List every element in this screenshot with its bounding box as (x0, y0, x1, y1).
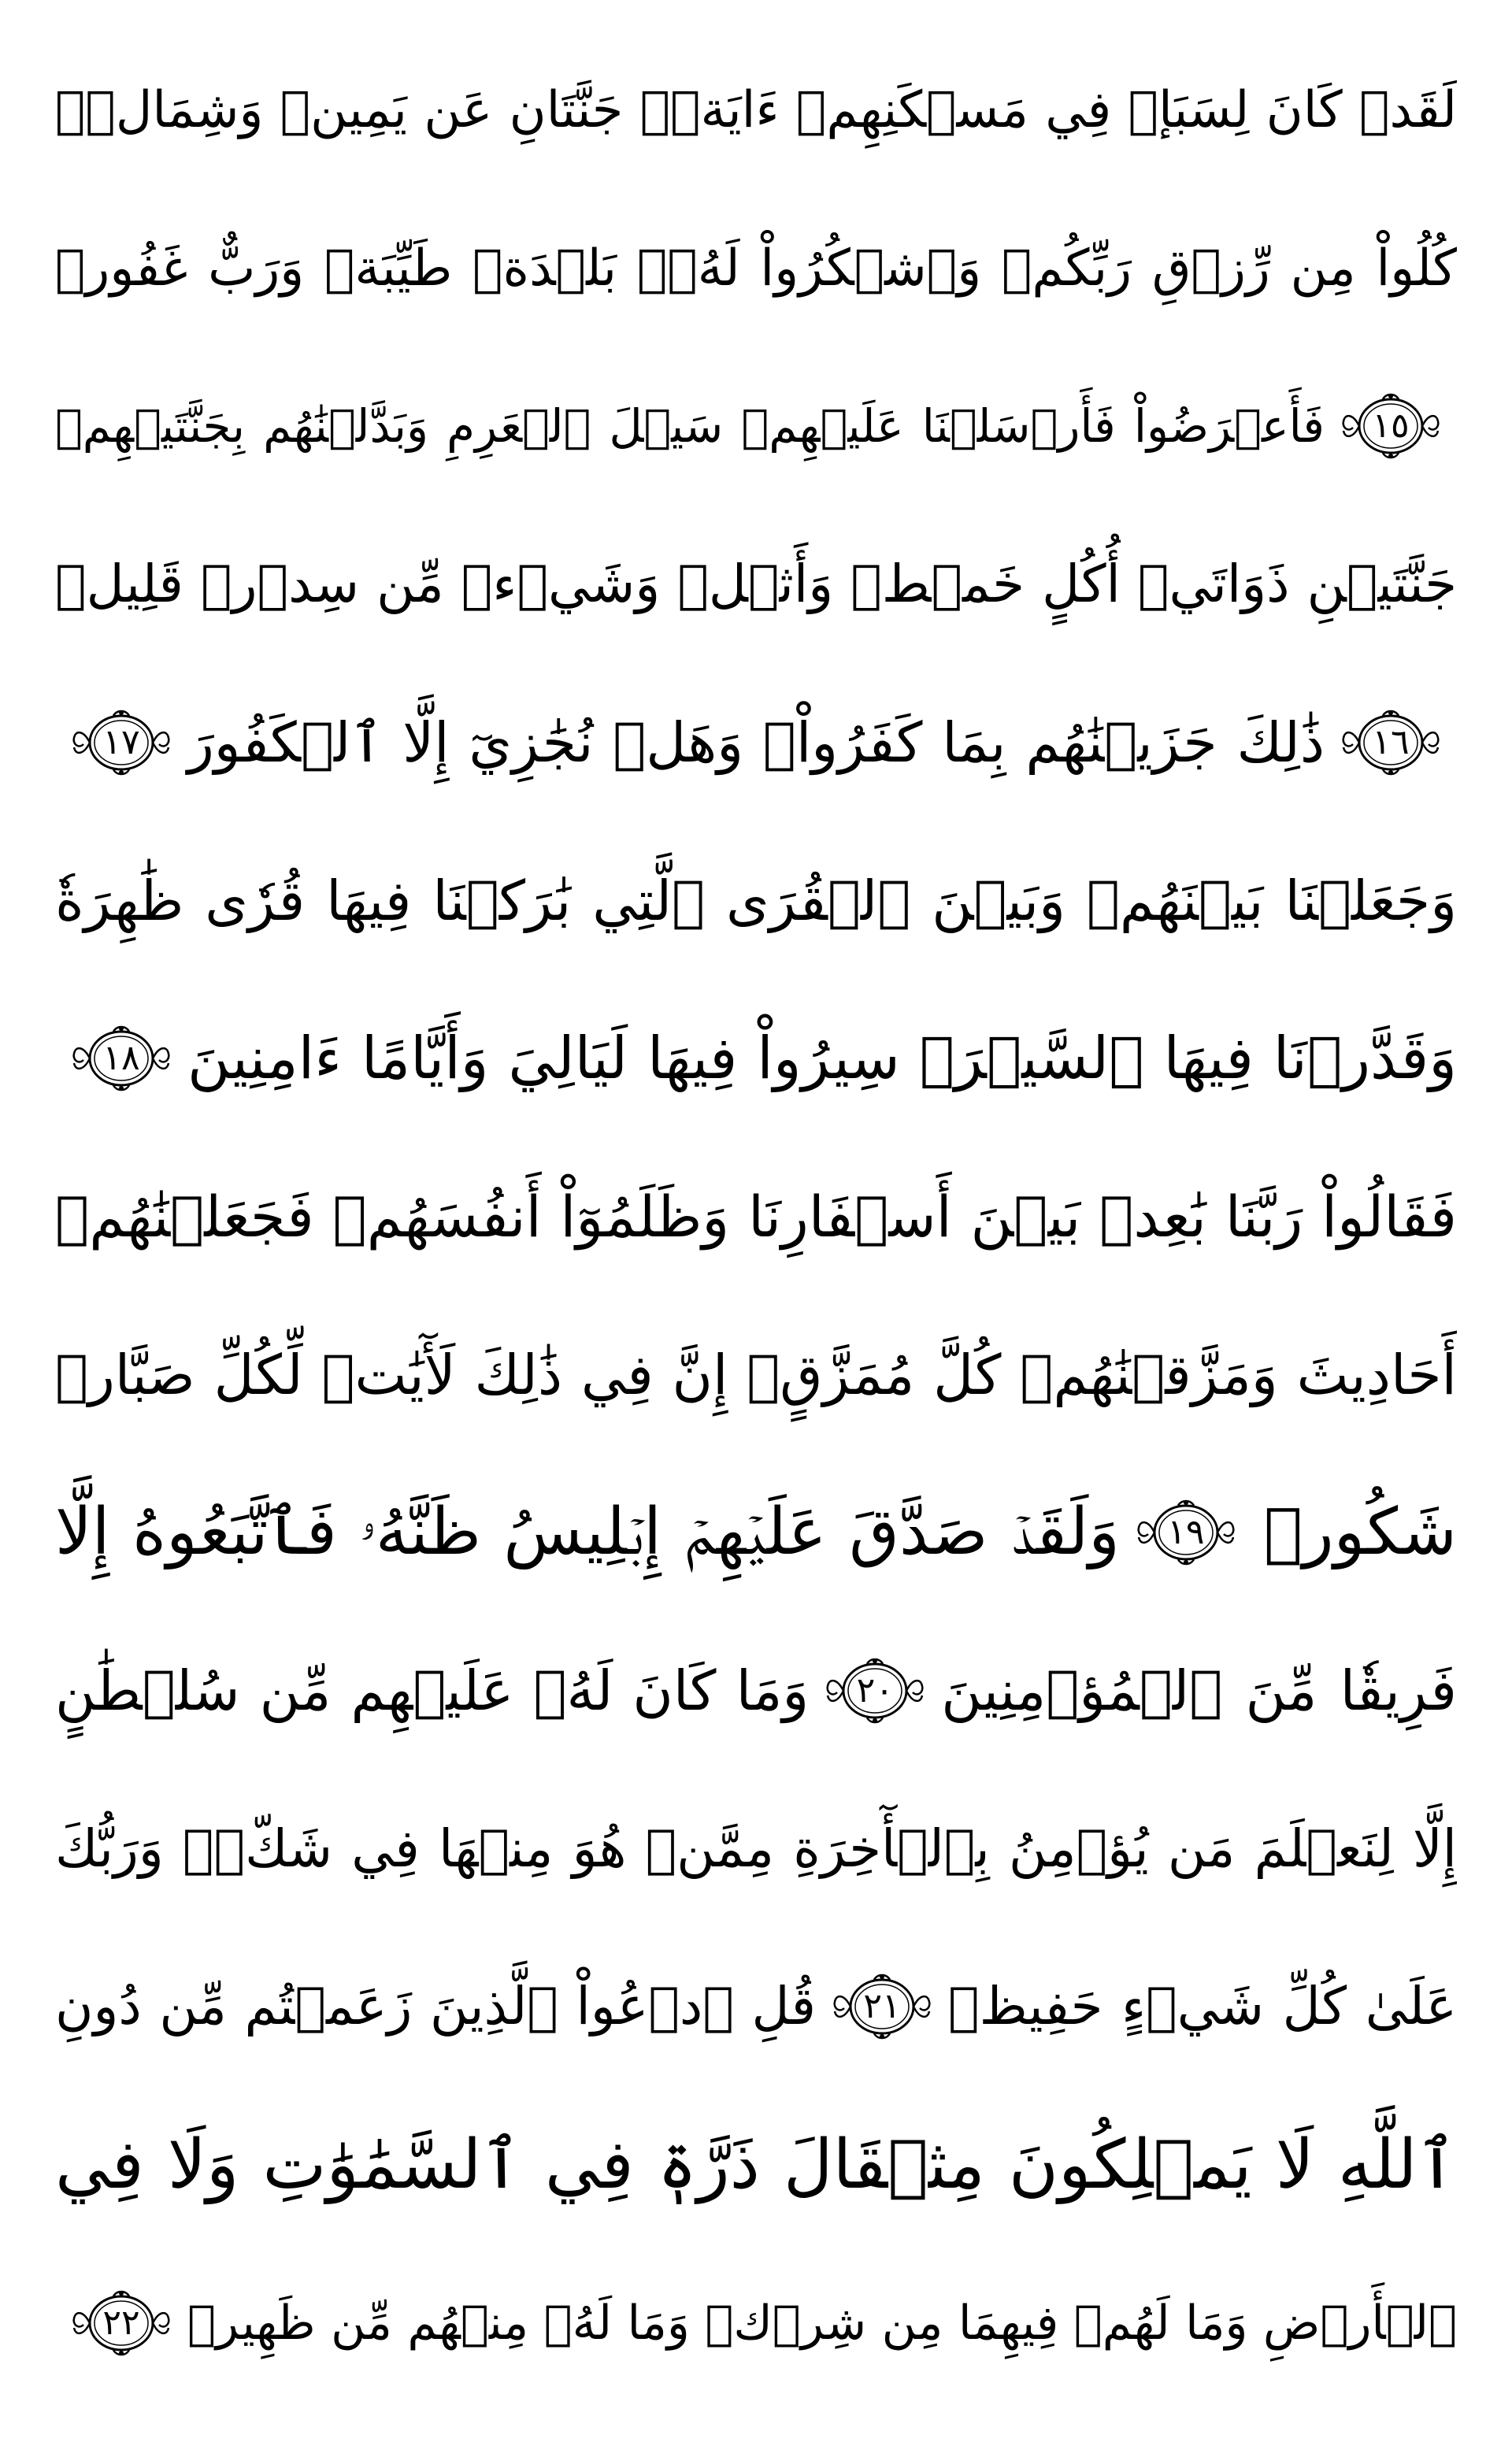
verse-text: وَقَدَّرۡنَا فِيهَا ٱلسَّيۡرَۖ سِيرُواْ فِيهَا لَيَالِيَ وَأَيَّامًا ءَامِنِينَ (187, 1025, 1457, 1093)
ayah-number-marker (69, 706, 173, 779)
verse-text: وَمَا كَانَ لَهُۥ عَلَيۡهِم مِّن سُلۡطَٰنٍ (55, 1658, 810, 1724)
verse-text: لَقَدۡ كَانَ لِسَبَإٖ فِي مَسۡكَنِهِمۡ ءَايَةٞۖ جَنَّتَانِ عَن يَمِينٖ وَشِمَالٖۖ (55, 81, 1457, 139)
verse-text: عَلَىٰ كُلِّ شَيۡءٍ حَفِيظٞ (948, 1976, 1457, 2037)
ayah-number: ١٩ (1167, 1512, 1205, 1553)
ayah-number-marker (1134, 1496, 1238, 1569)
ayah-number: ١٧ (102, 721, 140, 762)
verse-text: ٱلۡأَرۡضِ وَمَا لَهُمۡ فِيهِمَا مِن شِرۡكٖ وَمَا لَهُۥ مِنۡهُم مِّن ظَهِيرٖ (187, 2295, 1457, 2351)
verse-text: قُلِ ٱدۡعُواْ ٱلَّذِينَ زَعَمۡتُم مِّن دُونِ (55, 1976, 817, 2037)
verse-line (55, 822, 1457, 980)
ayah-number-marker (1339, 706, 1443, 779)
ayah-number-marker (69, 1022, 173, 1095)
verse-text: ذَٰلِكَ جَزَيۡنَٰهُم بِمَا كَفَرُواْۖ وَهَلۡ نُجَٰزِيٓ إِلَّا ٱلۡكَفُورَ (187, 710, 1325, 775)
verse-line (55, 32, 1457, 189)
ayah-number: ١٨ (102, 1038, 140, 1079)
verse-text: وَلَقَدۡ صَدَّقَ عَلَيۡهِمۡ إِبۡلِيسُ ظَنَّهُۥ فَٱتَّبَعُوهُ إِلَّا (55, 1495, 1120, 1570)
verse-text: وَجَعَلۡنَا بَيۡنَهُمۡ وَبَيۡنَ ٱلۡقُرَى ٱلَّتِي بَٰرَكۡنَا فِيهَا قُرٗى ظَٰهِرَةٗ (55, 868, 1457, 933)
verse-line (55, 1454, 1457, 1611)
verse-line (55, 664, 1457, 821)
verse-text: فَأَعۡرَضُواْ فَأَرۡسَلۡنَا عَلَيۡهِمۡ سَيۡلَ ٱلۡعَرِمِ وَبَدَّلۡنَٰهُم بِجَنَّتَيۡهِمۡ (55, 399, 1325, 454)
verse-text: فَقَالُواْ رَبَّنَا بَٰعِدۡ بَيۡنَ أَسۡفَارِنَا وَظَلَمُوٓاْ أَنفُسَهُمۡ فَجَعَلۡنَٰهُمۡ (55, 1183, 1457, 1250)
verse-text: أَحَادِيثَ وَمَزَّقۡنَٰهُمۡ كُلَّ مُمَزَّقٍۚ إِنَّ فِي ذَٰلِكَ لَأٓيَٰتٖ لِّكُلِّ صَبَّارٖ (55, 1342, 1457, 1407)
verse-line (55, 1138, 1457, 1295)
verse-text: ٱللَّهِ لَا يَمۡلِكُونَ مِثۡقَالَ ذَرَّةٖ فِي ٱلسَّمَٰوَٰتِ وَلَا فِي (55, 2125, 1457, 2205)
verse-line (55, 1770, 1457, 1928)
verse-line (55, 1928, 1457, 2085)
verse-text: فَرِيقٗا مِّنَ ٱلۡمُؤۡمِنِينَ (941, 1658, 1457, 1724)
verse-text: كُلُواْ مِن رِّزۡقِ رَبِّكُمۡ وَٱشۡكُرُواْ لَهُۥۚ بَلۡدَةٞ طَيِّبَةٞ وَرَبٌّ غَفُورٞ (55, 239, 1457, 298)
verse-line (55, 347, 1457, 505)
verse-lines (55, 32, 1457, 2402)
ayah-number-marker (823, 1655, 927, 1727)
verse-line (55, 506, 1457, 663)
ayah-number-marker (830, 1970, 934, 2043)
ayah-number-marker (69, 2287, 173, 2359)
verse-text: جَنَّتَيۡنِ ذَوَاتَيۡ أُكُلٍ خَمۡطٖ وَأَثۡلٖ وَشَيۡءٖ مِّن سِدۡرٖ قَلِيلٖ (55, 554, 1457, 615)
verse-line (55, 190, 1457, 347)
verse-text: إِلَّا لِنَعۡلَمَ مَن يُؤۡمِنُ بِٱلۡأٓخِرَةِ مِمَّنۡ هُوَ مِنۡهَا فِي شَكّٖۗ وَرَبُّكَ (55, 1818, 1457, 1879)
ayah-number: ٢٢ (102, 2302, 140, 2343)
ayah-number: ١٦ (1372, 721, 1410, 762)
verse-line (55, 2244, 1457, 2402)
ayah-number-marker (1339, 390, 1443, 462)
verse-line (55, 1296, 1457, 1454)
verse-line (55, 1612, 1457, 1770)
ayah-number: ١٥ (1372, 406, 1410, 447)
ayah-number: ٢١ (863, 1986, 901, 2027)
verse-text: شَكُورٖ (1263, 1495, 1457, 1570)
ayah-number: ٢٠ (856, 1670, 894, 1711)
verse-line (55, 980, 1457, 1137)
verse-line (55, 2086, 1457, 2244)
